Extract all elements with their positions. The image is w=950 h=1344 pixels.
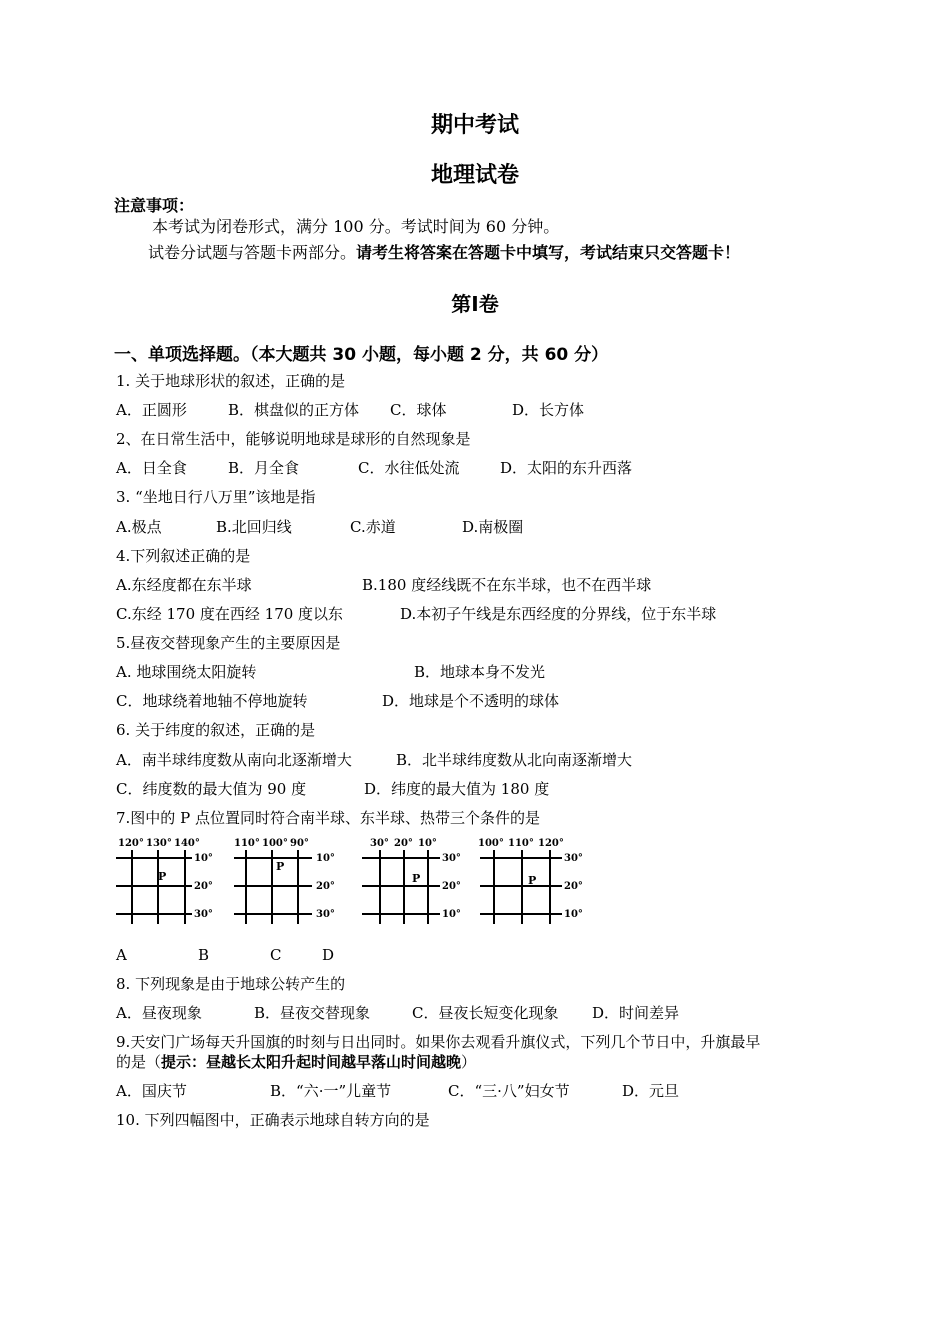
grid-side-label: 20° [194, 881, 213, 892]
option: A．日全食 [116, 459, 187, 477]
grid-top-label: 110° [508, 838, 534, 849]
option: D．长方体 [512, 401, 585, 419]
grid-top-label: 120° [538, 838, 564, 849]
question-stem: 8. 下列现象是由于地球公转产生的 [116, 975, 346, 993]
grid-a [116, 838, 213, 924]
point-p-label: P [412, 872, 421, 885]
grid-top-label: 110° [234, 838, 260, 849]
latitude-longitude-grids [110, 832, 590, 932]
notice-heading: 注意事项： [114, 196, 195, 215]
point-p-label: P [276, 860, 285, 873]
option: A．正圆形 [116, 401, 187, 419]
grid-side-label: 30° [442, 853, 461, 864]
option: A.极点 [116, 518, 162, 536]
question-stem: 6. 关于纬度的叙述，正确的是 [116, 721, 316, 739]
grid-side-label: 30° [194, 909, 213, 920]
notice-line-2 [148, 244, 740, 262]
option: C.赤道 [350, 518, 396, 536]
option: B．月全食 [228, 459, 300, 477]
grid-side-label: 10° [194, 853, 213, 864]
option: C．水往低处流 [358, 459, 460, 477]
option: C.东经 170 度在西经 170 度以东 [116, 605, 344, 623]
option: A．国庆节 [116, 1082, 187, 1100]
question-stem: 5.昼夜交替现象产生的主要原因是 [116, 634, 341, 652]
grid-c [362, 838, 461, 924]
grid-side-label: 30° [316, 909, 335, 920]
point-p-label: P [158, 870, 167, 883]
grid-side-label: 20° [442, 881, 461, 892]
grid-b [234, 838, 335, 924]
option: B．棋盘似的正方体 [228, 401, 360, 419]
option: D．地球是个不透明的球体 [382, 692, 560, 710]
question-stem-line-1: 9.天安门广场每天升国旗的时刻与日出同时。如果你去观看升旗仪式，下列几个节日中，升旗最早 [116, 1033, 761, 1051]
option: A．昼夜现象 [116, 1004, 202, 1022]
option: D [322, 946, 335, 964]
option: B．北半球纬度数从北向南逐渐增大 [396, 751, 633, 769]
grid-side-label: 20° [564, 881, 583, 892]
grid-side-label: 10° [564, 909, 583, 920]
grid-top-label: 100° [478, 838, 504, 849]
stem-text: 的是（ [116, 1053, 162, 1071]
option: B．“六·一”儿童节 [270, 1082, 392, 1100]
option: A [116, 946, 127, 964]
option: B [198, 946, 210, 964]
option: C．昼夜长短变化现象 [412, 1004, 559, 1022]
grid-top-label: 100° [262, 838, 288, 849]
option: D．时间差异 [592, 1004, 680, 1022]
option: A.东经度都在东半球 [116, 576, 252, 594]
option: B.180 度经线既不在东半球，也不在西半球 [362, 576, 652, 594]
grid-side-label: 20° [316, 881, 335, 892]
option: D.本初子午线是东西经度的分界线，位于东半球 [400, 605, 717, 623]
grid-top-label: 140° [174, 838, 200, 849]
option: C．纬度数的最大值为 90 度 [116, 780, 307, 798]
option: D．纬度的最大值为 180 度 [364, 780, 550, 798]
question-stem-line-2 [116, 1053, 476, 1071]
option: A. 地球围绕太阳旋转 [116, 663, 257, 681]
question-stem: 1. 关于地球形状的叙述，正确的是 [116, 372, 346, 390]
grid-d [478, 838, 583, 924]
section-heading: 一、单项选择题。（本大题共 30 小题，每小题 2 分，共 60 分） [114, 345, 609, 365]
question-stem: 7.图中的 P 点位置同时符合南半球、东半球、热带三个条件的是 [116, 809, 540, 827]
exam-subtitle: 地理试卷 [430, 163, 519, 188]
part-title: 第Ⅰ卷 [451, 292, 499, 316]
notice-line-1: 本考试为闭卷形式，满分 100 分。考试时间为 60 分钟。 [152, 217, 560, 236]
option: C．“三·八”妇女节 [448, 1082, 570, 1100]
stem-text-end: ） [461, 1053, 477, 1071]
grid-top-label: 20° [394, 838, 413, 849]
question-stem: 10. 下列四幅图中，正确表示地球自转方向的是 [116, 1111, 430, 1129]
notice-line-2-normal: 试卷分试题与答题卡两部分。 [148, 243, 357, 262]
option: C．地球绕着地轴不停地旋转 [116, 692, 308, 710]
option: B.北回归线 [216, 518, 292, 536]
exam-title: 期中考试 [430, 113, 519, 138]
question-stem: 4.下列叙述正确的是 [116, 547, 251, 565]
grid-top-label: 30° [370, 838, 389, 849]
notice-line-2-bold: 请考生将答案在答题卡中填写，考试结束只交答题卡！ [356, 243, 741, 262]
grid-side-label: 30° [564, 853, 583, 864]
point-p-label: P [528, 874, 537, 887]
option: B．昼夜交替现象 [254, 1004, 371, 1022]
option: B．地球本身不发光 [414, 663, 546, 681]
grid-top-label: 120° [118, 838, 144, 849]
option: D.南极圈 [462, 518, 524, 536]
grid-side-label: 10° [316, 853, 335, 864]
option: A．南半球纬度数从南向北逐渐增大 [116, 751, 352, 769]
option: C [270, 946, 282, 964]
grid-top-label: 130° [146, 838, 172, 849]
grid-side-label: 10° [442, 909, 461, 920]
grid-top-label: 10° [418, 838, 437, 849]
option: C．球体 [390, 401, 447, 419]
grid-top-label: 90° [290, 838, 309, 849]
hint-text: 提示：昼越长太阳升起时间越早落山时间越晚 [161, 1053, 462, 1071]
option: D．元旦 [622, 1082, 680, 1100]
option: D．太阳的东升西落 [500, 459, 633, 477]
question-stem: 2、在日常生活中，能够说明地球是球形的自然现象是 [116, 430, 471, 448]
question-stem: 3. “坐地日行八万里”该地是指 [116, 488, 316, 506]
